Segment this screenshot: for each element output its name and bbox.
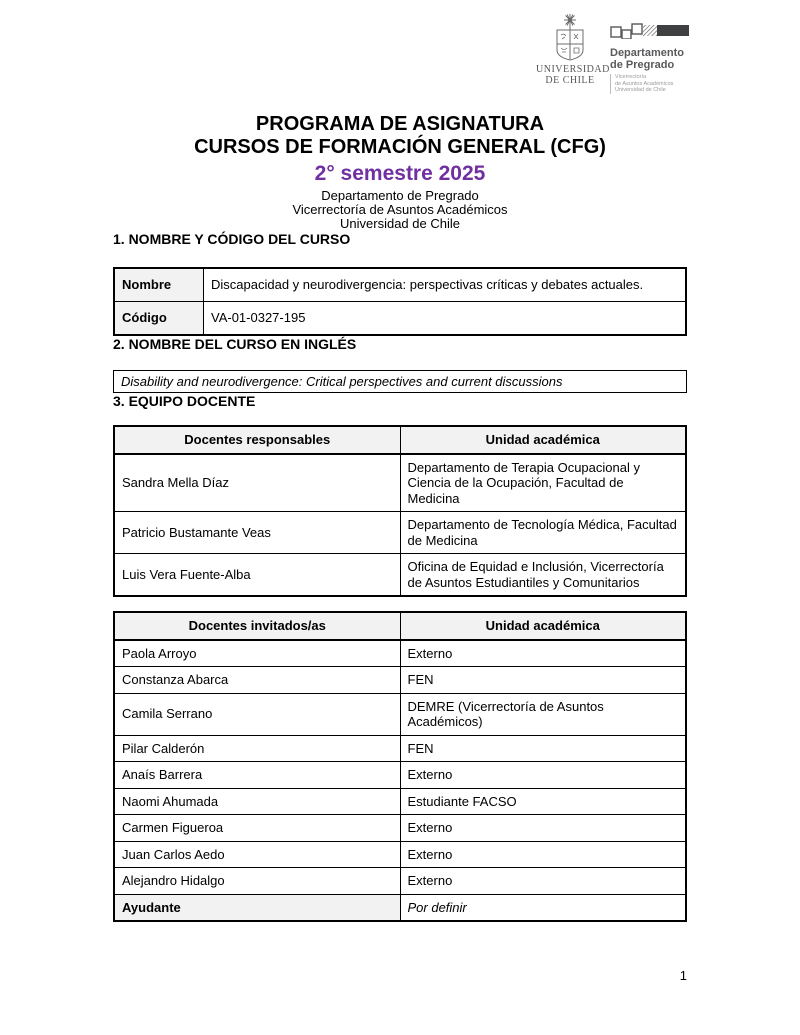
docente-name-cell: Naomi Ahumada: [114, 788, 400, 815]
docente-unit-cell: Departamento de Terapia Ocupacional y Ciencia de la Ocupación, Facultad de Medicina: [400, 454, 686, 512]
universidad-de-chile-crest-icon: [548, 14, 592, 62]
nombre-value-cell: Discapacidad y neurodivergencia: perspectivas críticas y debates actuales.: [204, 268, 687, 302]
table-row: [114, 841, 686, 868]
table-row-ayudante: [114, 894, 686, 921]
section1-heading: 1. NOMBRE Y CÓDIGO DEL CURSO: [113, 231, 351, 247]
departamento-pregrado-logo: [610, 22, 700, 94]
dp-logo-title-line2: de Pregrado: [610, 59, 675, 71]
english-name-box: Disability and neurodivergence: Critical perspectives and current discussions: [113, 370, 687, 393]
docente-unit-cell: Externo: [400, 762, 686, 789]
docente-name-cell: Constanza Abarca: [114, 667, 400, 694]
table-row: [114, 788, 686, 815]
nombre-label-cell: Nombre: [114, 268, 204, 302]
table-row: [114, 454, 686, 512]
docente-unit-cell: Externo: [400, 841, 686, 868]
table-row: [114, 868, 686, 895]
docente-name-cell: Juan Carlos Aedo: [114, 841, 400, 868]
table-row: [114, 693, 686, 735]
table-row: [114, 302, 686, 336]
ayudante-value-cell: Por definir: [400, 894, 686, 921]
responsables-col1-header: Docentes responsables: [114, 426, 400, 454]
dp-logo-title-line1: Departamento: [610, 47, 684, 59]
docente-unit-cell: Estudiante FACSO: [400, 788, 686, 815]
docentes-invitados-table: [113, 611, 687, 922]
docente-unit-cell: Externo: [400, 868, 686, 895]
header-logos: [0, 0, 800, 100]
table-row: [114, 512, 686, 554]
dp-logo-subtext: Vicerrectoría de Asuntos Académicos Universidad de Chile: [610, 74, 700, 94]
table-row: [114, 667, 686, 694]
title-sub-departamento: Departamento de Pregrado: [321, 188, 479, 203]
docente-name-cell: Patricio Bustamante Veas: [114, 512, 400, 554]
table-row: [114, 640, 686, 667]
title-sub-universidad: Universidad de Chile: [340, 216, 460, 231]
docente-name-cell: Anaís Barrera: [114, 762, 400, 789]
docente-name-cell: Luis Vera Fuente-Alba: [114, 554, 400, 597]
uch-logo-text-line2: DE CHILE: [545, 75, 595, 86]
ayudante-label-cell: Ayudante: [114, 894, 400, 921]
docentes-responsables-table: [113, 425, 687, 597]
document-title-line1: PROGRAMA DE ASIGNATURA: [255, 113, 545, 135]
semester-title: 2° semestre 2025: [314, 162, 486, 185]
table-row: [114, 554, 686, 597]
table-row: [114, 268, 686, 302]
table-row: [114, 815, 686, 842]
docente-name-cell: Camila Serrano: [114, 693, 400, 735]
title-sub-vicerrectoria: Vicerrectoría de Asuntos Académicos: [292, 202, 508, 217]
docente-name-cell: Sandra Mella Díaz: [114, 454, 400, 512]
departamento-pregrado-mark-icon: [610, 22, 690, 39]
docente-unit-cell: Externo: [400, 815, 686, 842]
docente-unit-cell: Oficina de Equidad e Inclusión, Vicerrectoría de Asuntos Estudiantiles y Comunitarios: [400, 554, 686, 597]
docente-name-cell: Carmen Figueroa: [114, 815, 400, 842]
codigo-label-cell: Código: [114, 302, 204, 336]
docente-name-cell: Alejandro Hidalgo: [114, 868, 400, 895]
table-header-row: [114, 612, 686, 640]
docente-unit-cell: Departamento de Tecnología Médica, Facultad de Medicina: [400, 512, 686, 554]
page-number: 1: [679, 968, 687, 983]
document-title-line2: CURSOS DE FORMACIÓN GENERAL (CFG): [194, 136, 606, 158]
table-header-row: [114, 426, 686, 454]
docente-name-cell: Pilar Calderón: [114, 735, 400, 762]
universidad-de-chile-logo: [536, 14, 610, 86]
docente-unit-cell: FEN: [400, 667, 686, 694]
course-name-code-table: [113, 267, 687, 336]
codigo-value-cell: VA-01-0327-195: [204, 302, 687, 336]
section2-heading: 2. NOMBRE DEL CURSO EN INGLÉS: [113, 336, 357, 352]
responsables-col2-header: Unidad académica: [400, 426, 686, 454]
uch-logo-text-line1: UNIVERSIDAD: [536, 64, 610, 75]
table-row: [114, 762, 686, 789]
docente-unit-cell: FEN: [400, 735, 686, 762]
docente-name-cell: Paola Arroyo: [114, 640, 400, 667]
docente-unit-cell: DEMRE (Vicerrectoría de Asuntos Académicos): [400, 693, 686, 735]
title-block: [0, 113, 800, 231]
table-row: [114, 735, 686, 762]
docente-unit-cell: Externo: [400, 640, 686, 667]
invitados-col2-header: Unidad académica: [400, 612, 686, 640]
section3-heading: 3. EQUIPO DOCENTE: [113, 393, 256, 409]
document-content: [113, 231, 687, 922]
invitados-col1-header: Docentes invitados/as: [114, 612, 400, 640]
